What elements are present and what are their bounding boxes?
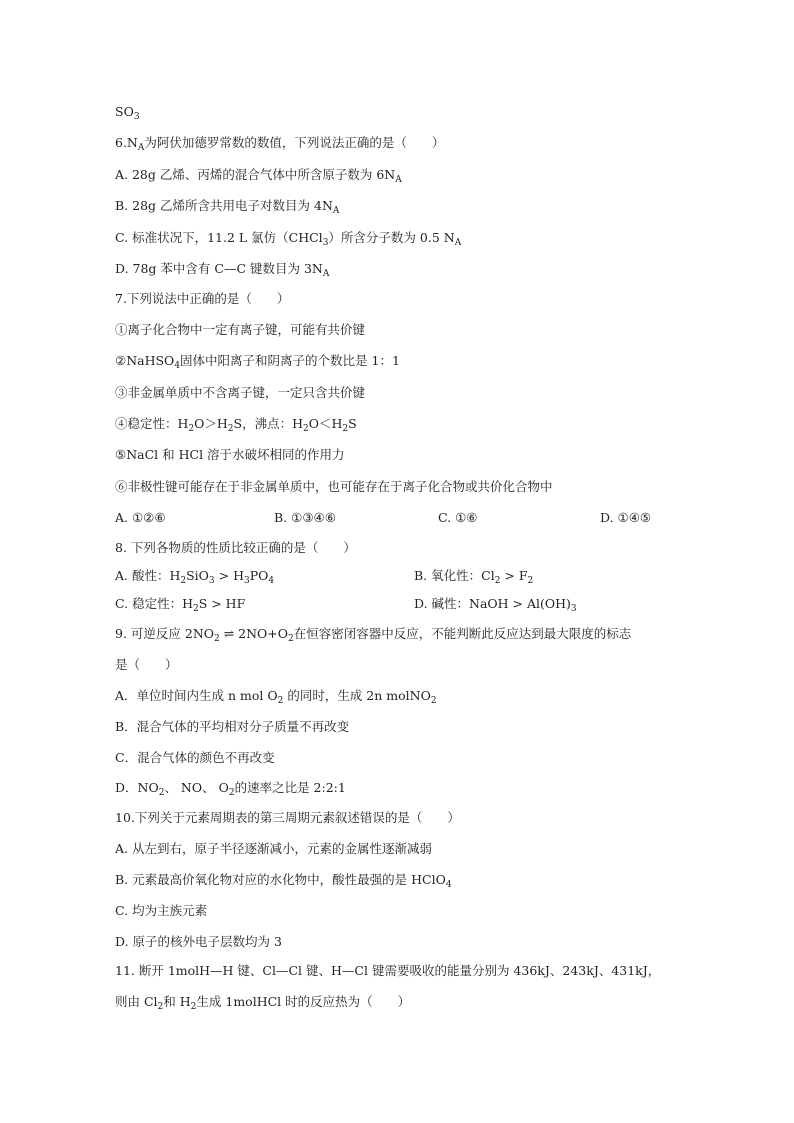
q7-statement-2: ②NaHSO$_4$固体中阳离子和阴离子的个数比是 1：1 [115,353,400,371]
q9-option-b: B．混合气体的平均相对分子质量不再改变 [115,719,350,734]
q9-option-d: D．$NO_2$、 NO、 $O_2$的速率之比是 2:2:1 [115,780,346,798]
q10-option-b: B. 元素最高价氧化物对应的水化物中，酸性最强的是 HClO$_4$ [115,872,452,890]
q6-option-c: C. 标准状况下，11.2 L 氯仿（CHCl$_3$）所含分子数为 0.5 $N_A$ [115,230,462,248]
q10-title: 10.下列关于元素周期表的第三周期元素叙述错误的是（ ） [115,810,460,825]
q7-statement-6: ⑥非极性键可能存在于非金属单质中，也可能存在于离子化合物或共价化合物中 [115,479,553,494]
q7-statement-4: ④稳定性：$H_2O>H_2S$，沸点：$H_2O<H_2S$ [115,416,357,434]
q7-statement-3: ③非金属单质中不含离子键，一定只含共价键 [115,385,366,400]
q8-option-b: B. 氧化性：$Cl_2 > F_2$ [414,568,534,586]
q7-option-c: C. ①⑥ [438,510,478,525]
q10-option-d: D. 原子的核外电子层数均为 3 [115,934,282,949]
q7-option-b: B. ①③④⑥ [274,510,336,525]
q8-option-d: D. 碱性：NaOH > $Al(OH)_3$ [414,596,577,614]
q11-title-line1: 11. 断开 1molH—H 键、Cl—Cl 键、H—Cl 键需要吸收的能量分别为 436kJ、243kJ、431kJ， [115,963,661,978]
q7-option-d: D. ①④⑤ [600,510,652,525]
q6-title: $6.N_A$为阿伏加德罗常数的数值，下列说法正确的是（ ） [115,135,445,153]
q10-option-c: C. 均为主族元素 [115,903,208,918]
q7-option-a: A. ①②⑥ [115,510,166,525]
q9-option-a: A．单位时间内生成 n mol $O_2$ 的同时，生成 2n molNO$_2$ [115,688,437,706]
q7-statement-1: ①离子化合物中一定有离子键，可能有共价键 [115,322,366,337]
q7-statement-5: ⑤NaCl 和 HCl 溶于水破坏相同的作用力 [115,447,345,462]
q11-title-line2: 则由 $Cl_2$和 $H_2$生成 1molHCl 时的反应热为（ ） [115,994,411,1012]
q6-option-b: B. 28g 乙烯所含共用电子对数目为 $4N_A$ [115,198,340,216]
q9-option-c: C．混合气体的颜色不再改变 [115,750,275,765]
q7-title: 7.下列说法中正确的是（ ） [115,291,290,306]
formula-fragment: $SO_3$ [115,104,140,122]
q9-title-line1: 9. 可逆反应 $2NO_2$ ⇌ $2NO+O_2$在恒容密闭容器中反应，不能判断此反应达到最大限度的标志 [115,626,632,644]
q10-option-a: A. 从左到右，原子半径逐渐减小，元素的金属性逐渐减弱 [115,841,432,856]
q8-option-a: A. 酸性：$H_2SiO_3 > H_3PO_4$ [115,568,275,586]
q6-option-a: A. 28g 乙烯、丙烯的混合气体中所含原子数为 $6N_A$ [115,167,402,185]
q6-option-d: D. 78g 苯中含有 C—C 键数目为 $3N_A$ [115,261,330,279]
q8-title: 8. 下列各物质的性质比较正确的是（ ） [115,540,356,555]
q9-title-line2: 是（ ） [115,657,178,672]
q8-option-c: C. 稳定性：$H_2S$ > HF [115,596,246,614]
